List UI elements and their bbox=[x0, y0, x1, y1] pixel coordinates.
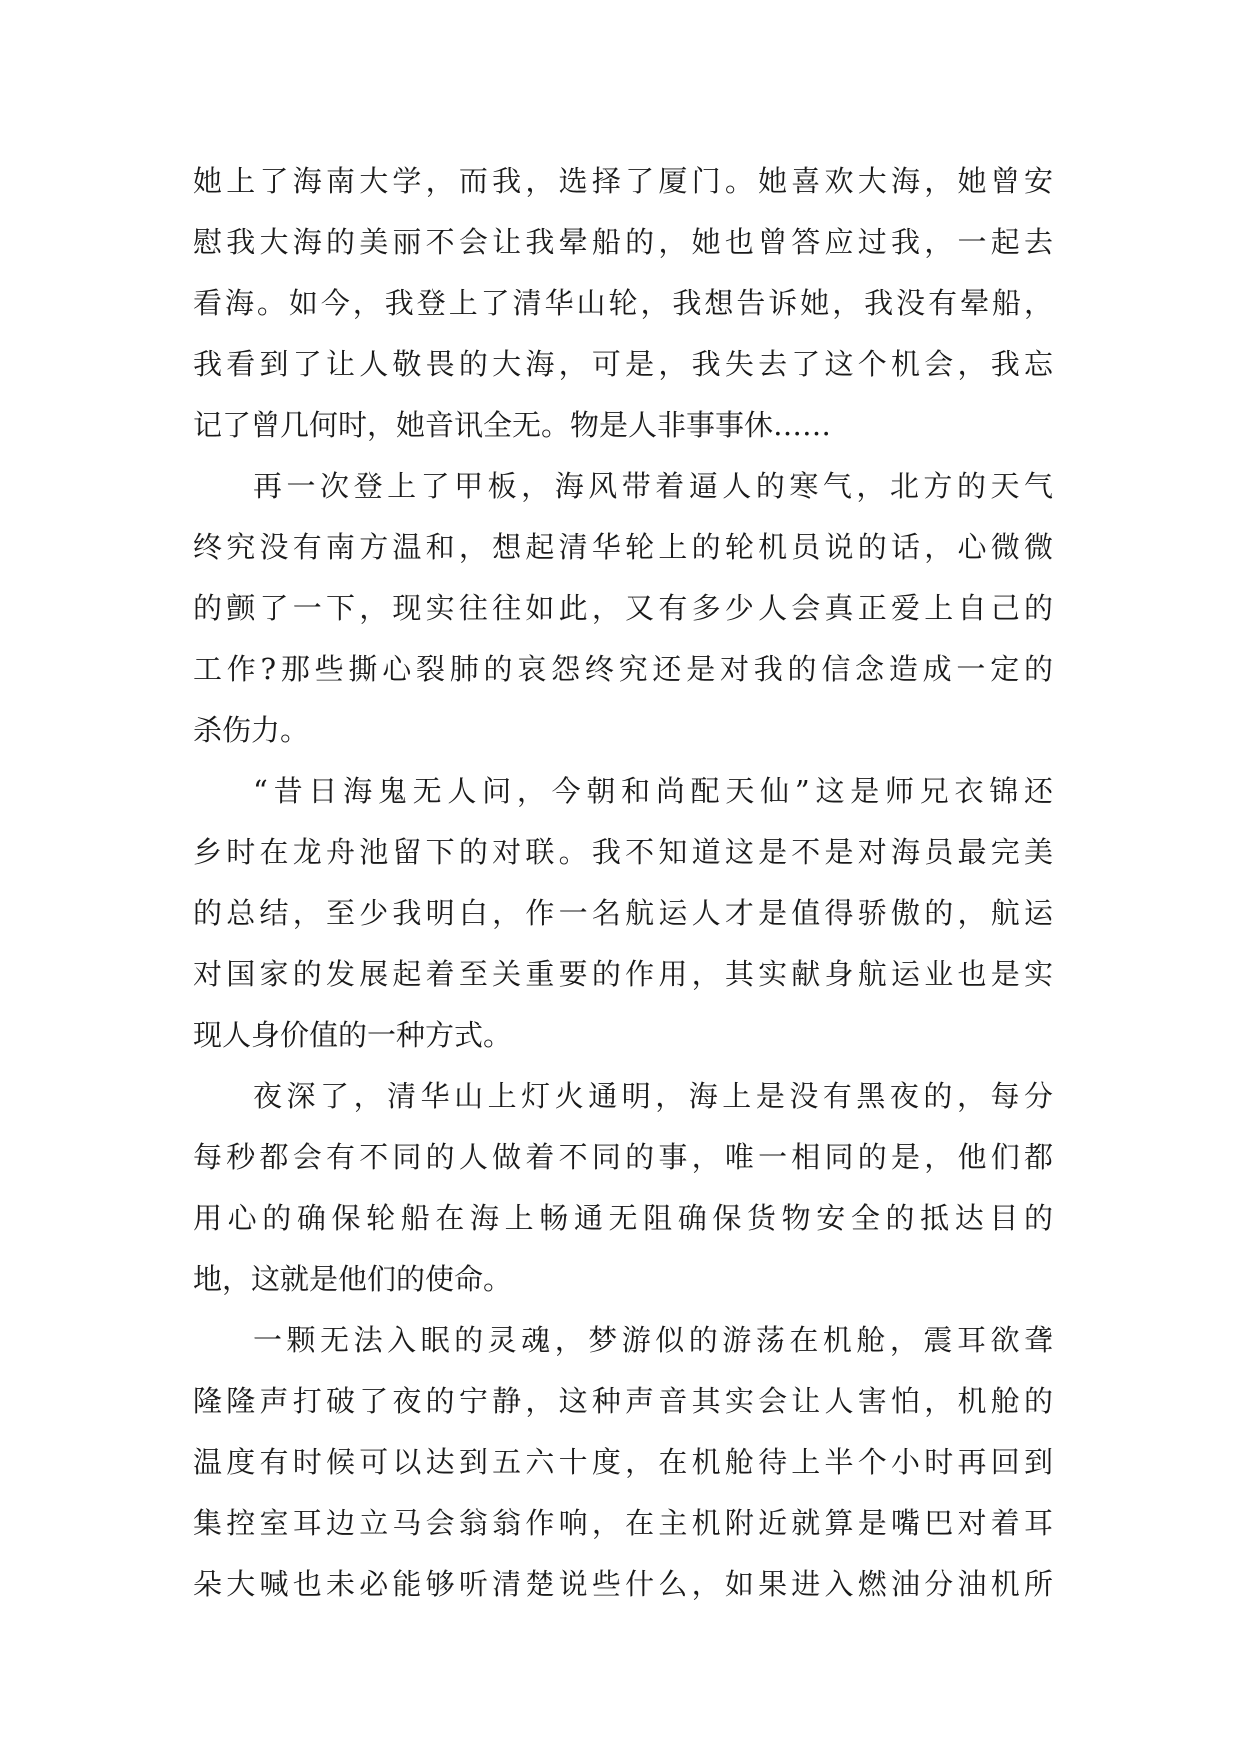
text-line: 的总结，至少我明白，作一名航运人才是值得骄傲的，航运 bbox=[193, 896, 1053, 930]
text-line: 的颤了一下，现实往往如此，又有多少人会真正爱上自己的 bbox=[193, 591, 1053, 625]
text-line: 集控室耳边立马会翁翁作响，在主机附近就算是嘴巴对着耳 bbox=[193, 1506, 1053, 1540]
text-line: 对国家的发展起着至关重要的作用，其实献身航运业也是实 bbox=[193, 957, 1053, 991]
text-line: 她上了海南大学，而我，选择了厦门。她喜欢大海，她曾安 bbox=[193, 164, 1053, 198]
text-line: 地，这就是他们的使命。 bbox=[193, 1262, 513, 1296]
text-line: 隆隆声打破了夜的宁静，这种声音其实会让人害怕，机舱的 bbox=[193, 1384, 1053, 1418]
paragraph-2 bbox=[193, 456, 1053, 761]
paragraph-1 bbox=[193, 151, 1053, 456]
text-line: 看海。如今，我登上了清华山轮，我想告诉她，我没有晕船， bbox=[193, 286, 1053, 320]
text-line: 夜深了，清华山上灯火通明，海上是没有黑夜的，每分 bbox=[253, 1079, 1053, 1113]
paragraph-3 bbox=[193, 761, 1053, 1066]
text-line: “昔日海鬼无人问，今朝和尚配天仙”这是师兄衣锦还 bbox=[253, 774, 1053, 808]
text-line: 慰我大海的美丽不会让我晕船的，她也曾答应过我，一起去 bbox=[193, 225, 1053, 259]
text-line: 用心的确保轮船在海上畅通无阻确保货物安全的抵达目的 bbox=[193, 1201, 1053, 1235]
text-line: 工作?那些撕心裂肺的哀怨终究还是对我的信念造成一定的 bbox=[193, 652, 1053, 686]
body-text bbox=[193, 151, 1053, 1615]
text-line: 终究没有南方温和，想起清华轮上的轮机员说的话，心微微 bbox=[193, 530, 1053, 564]
text-line: 每秒都会有不同的人做着不同的事，唯一相同的是，他们都 bbox=[193, 1140, 1053, 1174]
text-line: 一颗无法入眠的灵魂，梦游似的游荡在机舱，震耳欲聋 bbox=[253, 1323, 1053, 1357]
text-line: 朵大喊也未必能够听清楚说些什么，如果进入燃油分油机所 bbox=[193, 1567, 1053, 1601]
paragraph-4 bbox=[193, 1066, 1053, 1310]
text-line: 记了曾几何时，她音讯全无。物是人非事事休…… bbox=[193, 408, 832, 442]
text-line: 乡时在龙舟池留下的对联。我不知道这是不是对海员最完美 bbox=[193, 835, 1053, 869]
text-line: 我看到了让人敬畏的大海，可是，我失去了这个机会，我忘 bbox=[193, 347, 1053, 381]
text-line: 现人身价值的一种方式。 bbox=[193, 1018, 513, 1052]
text-line: 温度有时候可以达到五六十度，在机舱待上半个小时再回到 bbox=[193, 1445, 1053, 1479]
text-line: 再一次登上了甲板，海风带着逼人的寒气，北方的天气 bbox=[253, 469, 1053, 503]
text-line: 杀伤力。 bbox=[193, 713, 310, 747]
paragraph-5 bbox=[193, 1310, 1053, 1615]
